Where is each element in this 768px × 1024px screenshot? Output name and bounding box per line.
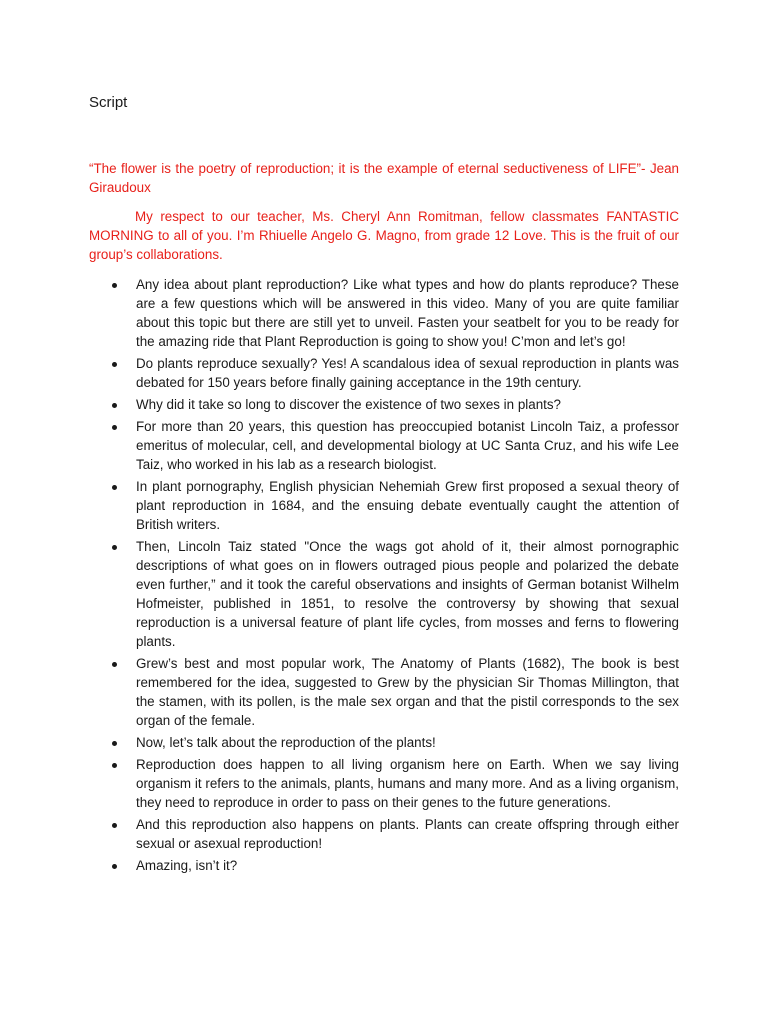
- bullet-dot-icon: [112, 403, 117, 408]
- list-item: [89, 733, 679, 752]
- list-item-text: Amazing, isn’t it?: [136, 858, 238, 873]
- list-item: [89, 477, 679, 534]
- bullet-dot-icon: [112, 545, 117, 550]
- list-item: [89, 395, 679, 414]
- bullet-dot-icon: [112, 662, 117, 667]
- list-item-text: Now, let’s talk about the reproduction of the plants!: [136, 735, 436, 750]
- list-item-text: Why did it take so long to discover the existence of two sexes in plants?: [136, 397, 562, 412]
- list-item: [89, 537, 679, 651]
- list-item-text: Any idea about plant reproduction? Like what types and how do plants reproduce? These are a few questions which will be answered in this video. Many of you are quite familiar about this topic but there are still yet to unveil. Fasten your seatbelt for you to be ready for the amazing ride that Plant Reproduction is going to show you! C’mon and let’s go!: [136, 277, 679, 349]
- list-item-text: Do plants reproduce sexually? Yes! A scandalous idea of sexual reproduction in plants was debated for 150 years before finally gaining acceptance in the 19th century.: [136, 356, 679, 390]
- list-item: [89, 755, 679, 812]
- list-item-text: For more than 20 years, this question has preoccupied botanist Lincoln Taiz, a professor emeritus of molecular, cell, and developmental biology at UC Santa Cruz, and his wife Lee Taiz, who worked in his lab as a research biologist.: [136, 419, 679, 472]
- list-item-text: Then, Lincoln Taiz stated "Once the wags got ahold of it, their almost pornographic descriptions of what goes on in flowers outraged pious people and polarized the debate even further,” and it took the careful observations and insights of German botanist Wilhelm Hofmeister, published in 1851, to resolve the controversy by showing that sexual reproduction is a universal feature of plant life cycles, from mosses and ferns to flowering plants.: [136, 539, 679, 649]
- list-item: [89, 654, 679, 730]
- bullet-list: [89, 275, 679, 878]
- list-item: [89, 275, 679, 351]
- list-item: [89, 856, 679, 875]
- bullet-dot-icon: [112, 362, 117, 367]
- bullet-dot-icon: [112, 864, 117, 869]
- opening-quote: “The flower is the poetry of reproduction; it is the example of eternal seductiveness of LIFE”- Jean Giraudoux: [89, 161, 679, 195]
- list-item-text: Grew’s best and most popular work, The Anatomy of Plants (1682), The book is best remembered for the idea, suggested to Grew by the physician Sir Thomas Millington, that the stamen, with its pollen, is the male sex organ and that the pistil corresponds to the sex organ of the female.: [136, 656, 679, 728]
- list-item: [89, 417, 679, 474]
- bullet-dot-icon: [112, 763, 117, 768]
- bullet-dot-icon: [112, 283, 117, 288]
- list-item-text: And this reproduction also happens on plants. Plants can create offspring through either sexual or asexual reproduction!: [136, 817, 679, 851]
- intro-paragraph: My respect to our teacher, Ms. Cheryl Ann Romitman, fellow classmates FANTASTIC MORNING to all of you. I’m Rhiuelle Angelo G. Magno, from grade 12 Love. This is the fruit of our group’s collaborations.: [89, 209, 679, 262]
- bullet-dot-icon: [112, 823, 117, 828]
- document-title: Script: [89, 94, 128, 111]
- list-item: [89, 354, 679, 392]
- bullet-dot-icon: [112, 425, 117, 430]
- bullet-dot-icon: [112, 741, 117, 746]
- list-item-text: Reproduction does happen to all living organism here on Earth. When we say living organism it refers to the animals, plants, humans and many more. And as a living organism, they need to reproduce in order to pass on their genes to the future generations.: [136, 757, 679, 810]
- list-item-text: In plant pornography, English physician Nehemiah Grew first proposed a sexual theory of plant reproduction in 1684, and the ensuing debate eventually caught the attention of British writers.: [136, 479, 679, 532]
- bullet-dot-icon: [112, 485, 117, 490]
- list-item: [89, 815, 679, 853]
